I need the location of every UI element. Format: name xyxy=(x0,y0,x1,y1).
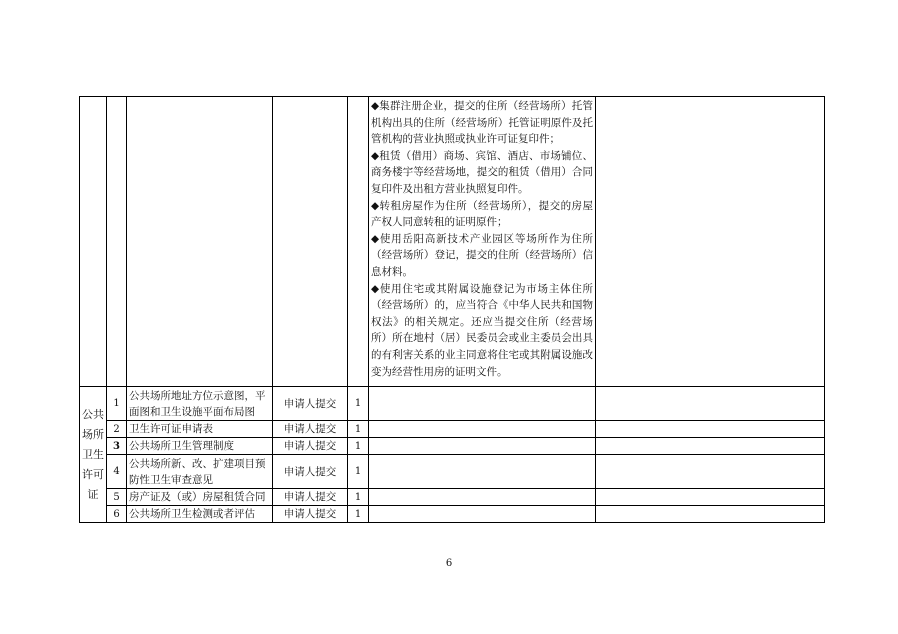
table-cell xyxy=(369,506,596,523)
table-cell xyxy=(596,387,825,421)
table-cell xyxy=(107,97,127,387)
material-source: 申请人提交 xyxy=(273,455,348,489)
table-cell xyxy=(369,455,596,489)
table-row xyxy=(80,387,825,421)
requirement-item: ◆使用岳阳高新技术产业园区等场所作为住所（经营场所）登记，提交的住所（经营场所）信息材料。 xyxy=(371,232,593,278)
table-cell xyxy=(348,97,369,387)
table-row xyxy=(80,489,825,506)
row-number: 3 xyxy=(107,438,127,455)
material-source: 申请人提交 xyxy=(273,421,348,438)
table-cell xyxy=(273,97,348,387)
material-source: 申请人提交 xyxy=(273,387,348,421)
requirement-item: ◆租赁（借用）商场、宾馆、酒店、市场铺位、商务楼宇等经营场地，提交的租赁（借用）合同复印件及出租方营业执照复印件。 xyxy=(371,149,593,195)
row-number: 4 xyxy=(107,455,127,489)
material-quantity: 1 xyxy=(348,421,369,438)
material-quantity: 1 xyxy=(348,438,369,455)
table-cell xyxy=(596,489,825,506)
table-row-requirements xyxy=(80,97,825,387)
table-cell xyxy=(369,438,596,455)
material-source: 申请人提交 xyxy=(273,489,348,506)
requirement-item: ◆集群注册企业，提交的住所（经营场所）托管机构出具的住所（经营场所）托管证明原件及托管机构的营业执照或执业许可证复印件； xyxy=(371,100,593,146)
table-cell xyxy=(596,455,825,489)
table-cell xyxy=(596,97,825,387)
material-name: 公共场所卫生管理制度 xyxy=(127,438,273,455)
requirement-item: ◆使用住宅或其附属设施登记为市场主体住所（经营场所）的，应当符合《中华人民共和国物权法》的相关规定。还应当提交住所（经营场所）所在地村（居）民委员会或业主委员会出具的有利害关系的业主同意将住宅或其附属设施改变为经营性用房的证明文件。 xyxy=(371,282,593,378)
table-cell xyxy=(127,97,273,387)
material-source: 申请人提交 xyxy=(273,506,348,523)
table-cell xyxy=(596,438,825,455)
page-number: 6 xyxy=(445,558,453,569)
row-number: 6 xyxy=(107,506,127,523)
material-source: 申请人提交 xyxy=(273,438,348,455)
table-cell xyxy=(596,421,825,438)
table-cell xyxy=(369,387,596,421)
row-number: 5 xyxy=(107,489,127,506)
table-cell xyxy=(369,421,596,438)
requirements-cell xyxy=(369,97,596,387)
requirement-item: ◆转租房屋作为住所（经营场所），提交的房屋产权人同意转租的证明原件； xyxy=(371,199,593,229)
row-number: 2 xyxy=(107,421,127,438)
material-quantity: 1 xyxy=(348,455,369,489)
material-quantity: 1 xyxy=(348,489,369,506)
material-quantity: 1 xyxy=(348,506,369,523)
material-name: 公共场所新、改、扩建项目预防性卫生审查意见 xyxy=(127,455,273,489)
materials-table xyxy=(79,96,825,523)
table-row xyxy=(80,455,825,489)
material-name: 卫生许可证申请表 xyxy=(127,421,273,438)
table-row xyxy=(80,506,825,523)
material-name: 公共场所地址方位示意图，平面图和卫生设施平面布局图 xyxy=(127,387,273,421)
table-cell xyxy=(369,489,596,506)
table-cell xyxy=(80,97,107,387)
table-row xyxy=(80,421,825,438)
material-name: 公共场所卫生检测或者评估 xyxy=(127,506,273,523)
material-name: 房产证及（或）房屋租赁合同 xyxy=(127,489,273,506)
table-row xyxy=(80,438,825,455)
row-number: 1 xyxy=(107,387,127,421)
material-quantity: 1 xyxy=(348,387,369,421)
section-label: 公共场所卫生许可证 xyxy=(80,387,107,523)
table-cell xyxy=(596,506,825,523)
